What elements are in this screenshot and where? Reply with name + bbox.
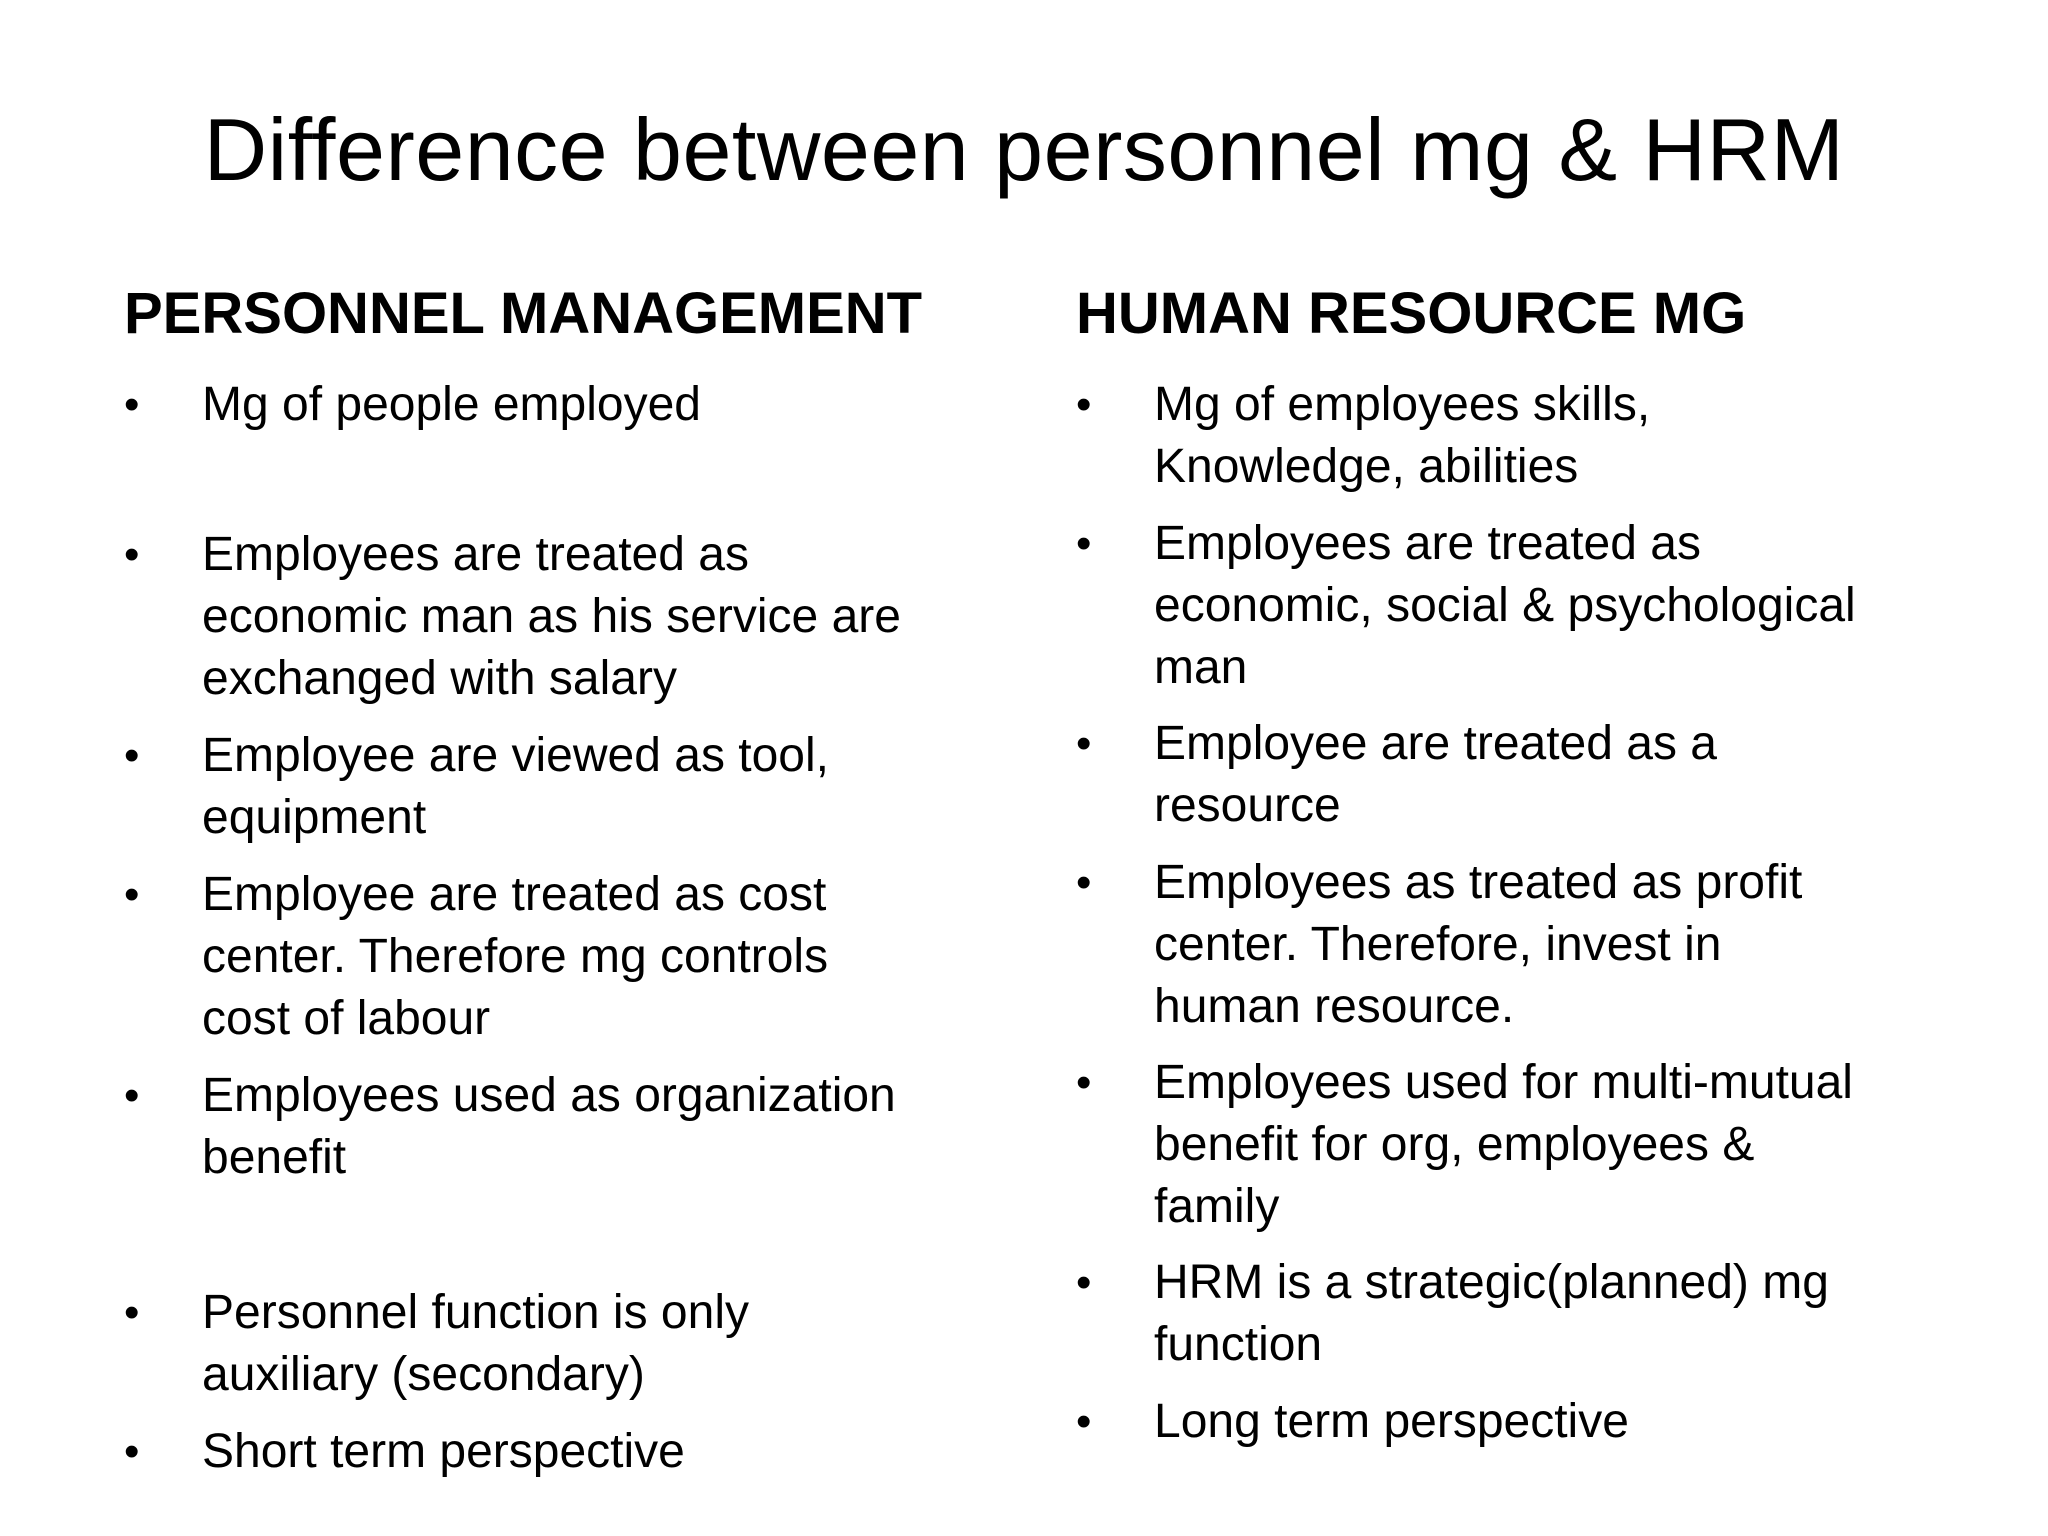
bullet-line: exchanged with salary <box>202 652 677 705</box>
bullet-icon: • <box>124 530 140 579</box>
bullet-line: Mg of employees skills, <box>1154 378 1651 431</box>
bullet-line: auxiliary (secondary) <box>202 1348 645 1401</box>
bullet-icon: • <box>1076 519 1092 568</box>
bullet-icon: • <box>1076 1397 1092 1446</box>
bullet-line: resource <box>1154 779 1341 832</box>
bullet-line: economic, social & psychological <box>1154 579 1856 632</box>
slide-title: Difference between personnel mg & HRM <box>203 100 1845 199</box>
bullet-line: economic man as his service are <box>202 590 901 643</box>
bullet-line: Employee are viewed as tool, <box>202 729 829 782</box>
bullet-line: Employees used as organization <box>202 1069 896 1122</box>
bullet-line: Employee are treated as cost <box>202 868 827 921</box>
bullet-line: human resource. <box>1154 980 1515 1033</box>
bullet-line: function <box>1154 1318 1323 1371</box>
bullet-icon: • <box>124 1427 140 1476</box>
bullet-icon: • <box>124 380 140 429</box>
bullet-line: Employee are treated as a <box>1154 717 1717 770</box>
bullet-icon: • <box>124 731 140 780</box>
bullet-line: family <box>1154 1180 1280 1233</box>
bullet-line: cost of labour <box>202 992 491 1045</box>
personnel-management-heading: PERSONNEL MANAGEMENT <box>124 281 923 346</box>
bullet-line: Long term perspective <box>1154 1395 1629 1448</box>
bullet-line: benefit for org, employees & <box>1154 1118 1755 1171</box>
bullet-line: Personnel function is only <box>202 1286 749 1339</box>
bullet-line: Employees as treated as profit <box>1154 856 1803 909</box>
bullet-icon: • <box>124 1288 140 1337</box>
bullet-line: HRM is a strategic(planned) mg <box>1154 1256 1829 1309</box>
bullet-icon: • <box>1076 858 1092 907</box>
bullet-icon: • <box>1076 1058 1092 1107</box>
bullet-icon: • <box>1076 380 1092 429</box>
bullet-icon: • <box>124 1071 140 1120</box>
bullet-line: center. Therefore, invest in <box>1154 918 1722 971</box>
bullet-icon: • <box>1076 1258 1092 1307</box>
bullet-line: Mg of people employed <box>202 378 701 431</box>
bullet-line: Short term perspective <box>202 1425 685 1478</box>
bullet-line: Employees used for multi-mutual <box>1154 1056 1853 1109</box>
bullet-icon: • <box>1076 719 1092 768</box>
bullet-line: equipment <box>202 791 427 844</box>
bullet-line: Employees are treated as <box>1154 517 1701 570</box>
human-resource-mg-heading: HUMAN RESOURCE MG <box>1076 281 1747 346</box>
bullet-line: center. Therefore mg controls <box>202 930 829 983</box>
bullet-line: benefit <box>202 1131 347 1184</box>
bullet-icon: • <box>124 870 140 919</box>
bullet-line: man <box>1154 641 1248 694</box>
bullet-line: Knowledge, abilities <box>1154 440 1579 493</box>
bullet-line: Employees are treated as <box>202 528 749 581</box>
